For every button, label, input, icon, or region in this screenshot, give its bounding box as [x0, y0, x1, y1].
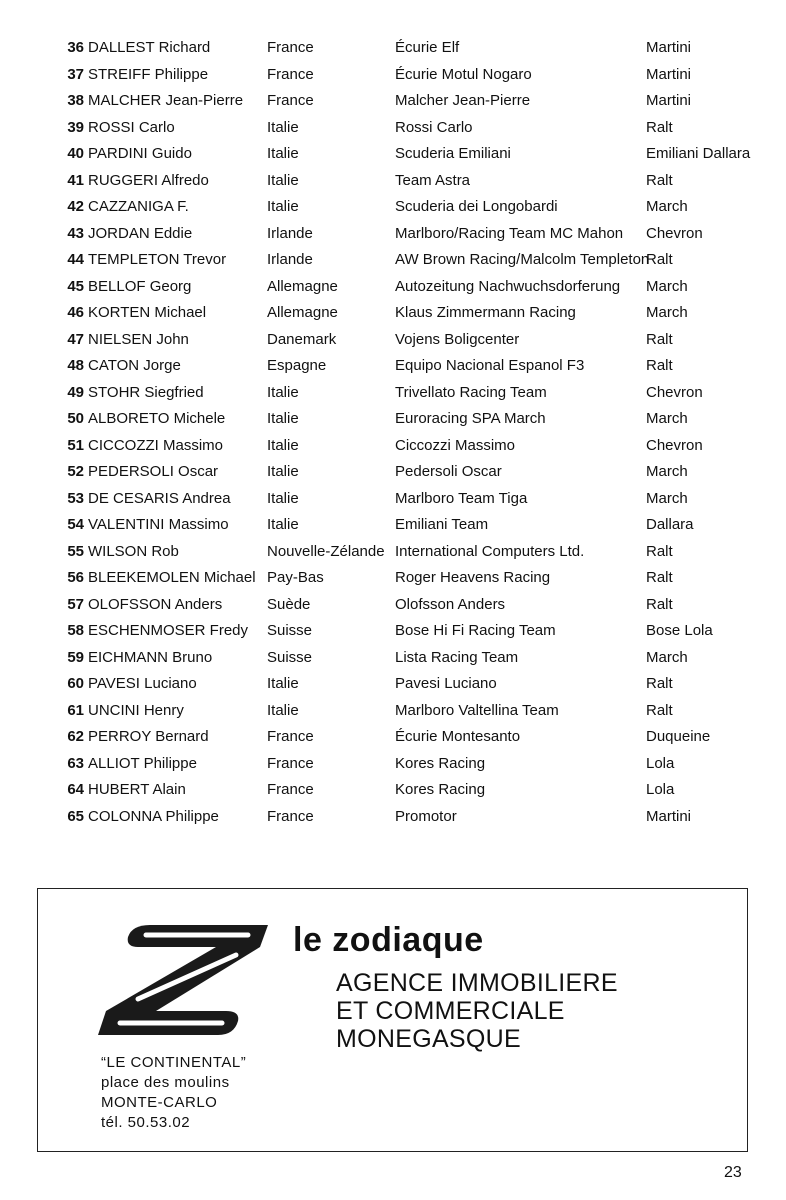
car-make: Ralt: [646, 675, 673, 692]
driver-country: Italie: [267, 145, 299, 162]
car-make: Bose Lola: [646, 622, 713, 639]
entry-row: [0, 247, 786, 274]
car-make: Martini: [646, 39, 692, 56]
car-make: Ralt: [646, 330, 673, 348]
team-name: Écurie Elf: [395, 39, 460, 56]
team-name: Lista Racing Team: [395, 648, 519, 666]
driver-country: Suisse: [267, 622, 313, 639]
tagline-line: ET COMMERCIALE: [336, 997, 565, 1025]
driver-name: OLOFSSON Anders: [88, 595, 223, 613]
car-make: Lola: [646, 781, 675, 798]
entry-number: 52: [67, 463, 84, 480]
entry-row: [0, 804, 786, 831]
entry-number: 49: [67, 383, 84, 401]
team-name: Vojens Boligcenter: [395, 330, 520, 348]
entry-row: [0, 724, 786, 751]
address-line: “LE CONTINENTAL”: [101, 1054, 247, 1071]
driver-country: France: [267, 728, 314, 745]
tagline-line: AGENCE IMMOBILIERE: [336, 969, 618, 997]
car-make: Ralt: [646, 569, 673, 586]
entry-row: [0, 141, 786, 168]
driver-name: CAZZANIGA F.: [88, 198, 189, 215]
entry-row: [0, 433, 786, 460]
car-make: March: [646, 489, 688, 507]
entry-row: [0, 751, 786, 778]
driver-country: Pay-Bas: [267, 569, 324, 586]
entry-number: 46: [67, 304, 84, 321]
driver-name: UNCINI Henry: [88, 701, 184, 719]
team-name: Pavesi Luciano: [395, 675, 497, 692]
entry-row: [0, 168, 786, 195]
car-make: Emiliani Dallara: [646, 145, 751, 162]
driver-country: Italie: [267, 516, 299, 533]
team-name: Euroracing SPA March: [395, 410, 546, 427]
driver-country: France: [267, 92, 314, 109]
driver-country: Allemagne: [267, 304, 338, 321]
car-make: March: [646, 648, 688, 666]
driver-country: Italie: [267, 701, 299, 719]
driver-name: RUGGERI Alfredo: [88, 171, 209, 189]
driver-name: COLONNA Philippe: [88, 807, 219, 825]
entry-number: 37: [67, 65, 84, 83]
car-make: March: [646, 304, 688, 321]
team-name: Pedersoli Oscar: [395, 463, 502, 480]
entry-number: 64: [67, 781, 84, 798]
driver-name: ALLIOT Philippe: [88, 754, 197, 772]
entry-row: [0, 327, 786, 354]
car-make: Ralt: [646, 542, 673, 560]
team-name: Scuderia Emiliani: [395, 145, 511, 162]
car-make: Ralt: [646, 118, 673, 136]
entry-row: [0, 194, 786, 221]
driver-country: Italie: [267, 463, 299, 480]
car-make: March: [646, 463, 688, 480]
driver-name: WILSON Rob: [88, 542, 179, 560]
entry-row: [0, 618, 786, 645]
entry-row: [0, 406, 786, 433]
entry-row: [0, 300, 786, 327]
team-name: Ciccozzi Massimo: [395, 436, 516, 454]
entry-list: [0, 35, 786, 830]
car-make: Ralt: [646, 595, 673, 613]
entry-row: [0, 565, 786, 592]
entry-row: [0, 671, 786, 698]
driver-country: Italie: [267, 198, 299, 215]
entry-row: [0, 592, 786, 619]
entry-number: 39: [67, 118, 84, 136]
zodiaque-z-logo-icon: [98, 925, 268, 1035]
entry-number: 62: [67, 728, 84, 745]
entry-number: 54: [67, 516, 84, 533]
entry-row: [0, 486, 786, 513]
driver-name: PEDERSOLI Oscar: [88, 463, 219, 480]
brand-name: le zodiaque: [293, 921, 484, 959]
entry-row: [0, 221, 786, 248]
driver-country: Suisse: [267, 648, 313, 666]
entry-number: 51: [67, 436, 84, 454]
car-make: March: [646, 198, 688, 215]
entry-row: [0, 645, 786, 672]
driver-country: Suède: [267, 595, 311, 613]
driver-name: NIELSEN John: [88, 330, 189, 348]
driver-name: PERROY Bernard: [88, 728, 209, 745]
driver-name: HUBERT Alain: [88, 781, 186, 798]
driver-name: VALENTINI Massimo: [88, 516, 229, 533]
driver-name: STOHR Siegfried: [88, 383, 204, 401]
entry-number: 45: [67, 277, 84, 295]
team-name: Promotor: [395, 807, 457, 825]
driver-country: Danemark: [267, 330, 337, 348]
driver-country: France: [267, 781, 314, 798]
entry-number: 53: [67, 489, 84, 507]
entry-number: 57: [67, 595, 84, 613]
driver-country: Nouvelle-Zélande: [267, 542, 385, 560]
entry-number: 41: [67, 171, 84, 189]
car-make: Dallara: [646, 516, 694, 533]
entry-number: 44: [67, 251, 84, 268]
entry-number: 48: [67, 357, 84, 374]
entry-number: 65: [67, 807, 84, 825]
driver-country: Allemagne: [267, 277, 338, 295]
entry-row: [0, 459, 786, 486]
team-name: Marlboro Team Tiga: [395, 489, 528, 507]
entry-number: 60: [67, 675, 84, 692]
car-make: Ralt: [646, 701, 673, 719]
car-make: Ralt: [646, 357, 673, 374]
driver-name: TEMPLETON Trevor: [88, 251, 227, 268]
driver-country: Italie: [267, 118, 299, 136]
entry-number: 40: [67, 145, 84, 162]
driver-name: STREIFF Philippe: [88, 65, 209, 83]
team-name: International Computers Ltd.: [395, 542, 585, 560]
driver-country: Espagne: [267, 357, 327, 374]
driver-name: EICHMANN Bruno: [88, 648, 213, 666]
entry-number: 36: [67, 39, 84, 56]
address-line: place des moulins: [101, 1074, 230, 1091]
entry-number: 42: [67, 198, 84, 215]
car-make: Lola: [646, 754, 675, 772]
entry-number: 38: [67, 92, 84, 109]
driver-country: Irlande: [267, 251, 313, 268]
driver-country: France: [267, 65, 314, 83]
driver-name: DALLEST Richard: [88, 39, 211, 56]
driver-name: BLEEKEMOLEN Michael: [88, 569, 256, 586]
driver-country: Italie: [267, 489, 299, 507]
entry-row: [0, 115, 786, 142]
car-make: Duqueine: [646, 728, 711, 745]
entry-row: [0, 512, 786, 539]
car-make: March: [646, 410, 688, 427]
team-name: Écurie Motul Nogaro: [395, 65, 532, 83]
entry-row: [0, 353, 786, 380]
driver-name: DE CESARIS Andrea: [88, 489, 231, 507]
driver-country: Italie: [267, 675, 299, 692]
car-make: Ralt: [646, 251, 673, 268]
driver-name: KORTEN Michael: [88, 304, 207, 321]
driver-country: Italie: [267, 171, 299, 189]
team-name: Kores Racing: [395, 754, 486, 772]
entry-row: [0, 539, 786, 566]
team-name: Malcher Jean-Pierre: [395, 92, 531, 109]
team-name: Team Astra: [395, 171, 471, 189]
entry-number: 50: [67, 410, 84, 427]
driver-name: BELLOF Georg: [88, 277, 192, 295]
entry-number: 58: [67, 622, 84, 639]
team-name: Kores Racing: [395, 781, 486, 798]
page-number: 23: [724, 1164, 742, 1181]
driver-name: MALCHER Jean-Pierre: [88, 92, 244, 109]
driver-country: Irlande: [267, 224, 313, 242]
team-name: Écurie Montesanto: [395, 728, 521, 745]
driver-name: PAVESI Luciano: [88, 675, 197, 692]
driver-name: ALBORETO Michele: [88, 410, 226, 427]
driver-name: CICCOZZI Massimo: [88, 436, 223, 454]
driver-country: France: [267, 39, 314, 56]
entry-row: [0, 380, 786, 407]
team-name: Emiliani Team: [395, 516, 489, 533]
entry-number: 55: [67, 542, 84, 560]
car-make: Martini: [646, 65, 692, 83]
entry-number: 56: [67, 569, 84, 586]
team-name: Autozeitung Nachwuchsdorferung: [395, 277, 621, 295]
driver-country: Italie: [267, 383, 299, 401]
driver-country: Italie: [267, 436, 299, 454]
car-make: Chevron: [646, 383, 703, 401]
driver-country: Italie: [267, 410, 299, 427]
team-name: Scuderia dei Longobardi: [395, 198, 558, 215]
entry-row: [0, 698, 786, 725]
car-make: Chevron: [646, 224, 703, 242]
entry-number: 43: [67, 224, 84, 242]
team-name: Trivellato Racing Team: [395, 383, 547, 401]
address-line: MONTE-CARLO: [101, 1094, 218, 1111]
entry-row: [0, 777, 786, 804]
driver-country: France: [267, 754, 314, 772]
entry-row: [0, 274, 786, 301]
driver-name: JORDAN Eddie: [88, 224, 193, 242]
driver-name: CATON Jorge: [88, 357, 181, 374]
car-make: Martini: [646, 807, 692, 825]
advertisement-box: [37, 888, 748, 1152]
team-name: Equipo Nacional Espanol F3: [395, 357, 585, 374]
entry-row: [0, 62, 786, 89]
entry-row: [0, 35, 786, 62]
team-name: Bose Hi Fi Racing Team: [395, 622, 556, 639]
team-name: Marlboro/Racing Team MC Mahon: [395, 224, 624, 242]
team-name: AW Brown Racing/Malcolm Templeton: [395, 251, 650, 268]
phone-line: tél. 50.53.02: [101, 1114, 191, 1131]
team-name: Klaus Zimmermann Racing: [395, 304, 576, 321]
driver-name: ROSSI Carlo: [88, 118, 175, 136]
team-name: Rossi Carlo: [395, 118, 473, 136]
entry-number: 59: [67, 648, 84, 666]
car-make: Martini: [646, 92, 692, 109]
driver-name: PARDINI Guido: [88, 145, 192, 162]
entry-row: [0, 88, 786, 115]
team-name: Olofsson Anders: [395, 595, 506, 613]
team-name: Marlboro Valtellina Team: [395, 701, 559, 719]
driver-country: France: [267, 807, 314, 825]
car-make: March: [646, 277, 688, 295]
car-make: Ralt: [646, 171, 673, 189]
driver-name: ESCHENMOSER Fredy: [88, 622, 249, 639]
car-make: Chevron: [646, 436, 703, 454]
tagline-line: MONEGASQUE: [336, 1025, 521, 1053]
team-name: Roger Heavens Racing: [395, 569, 551, 586]
entry-number: 47: [67, 330, 84, 348]
entry-number: 63: [67, 754, 84, 772]
entry-number: 61: [67, 701, 84, 719]
